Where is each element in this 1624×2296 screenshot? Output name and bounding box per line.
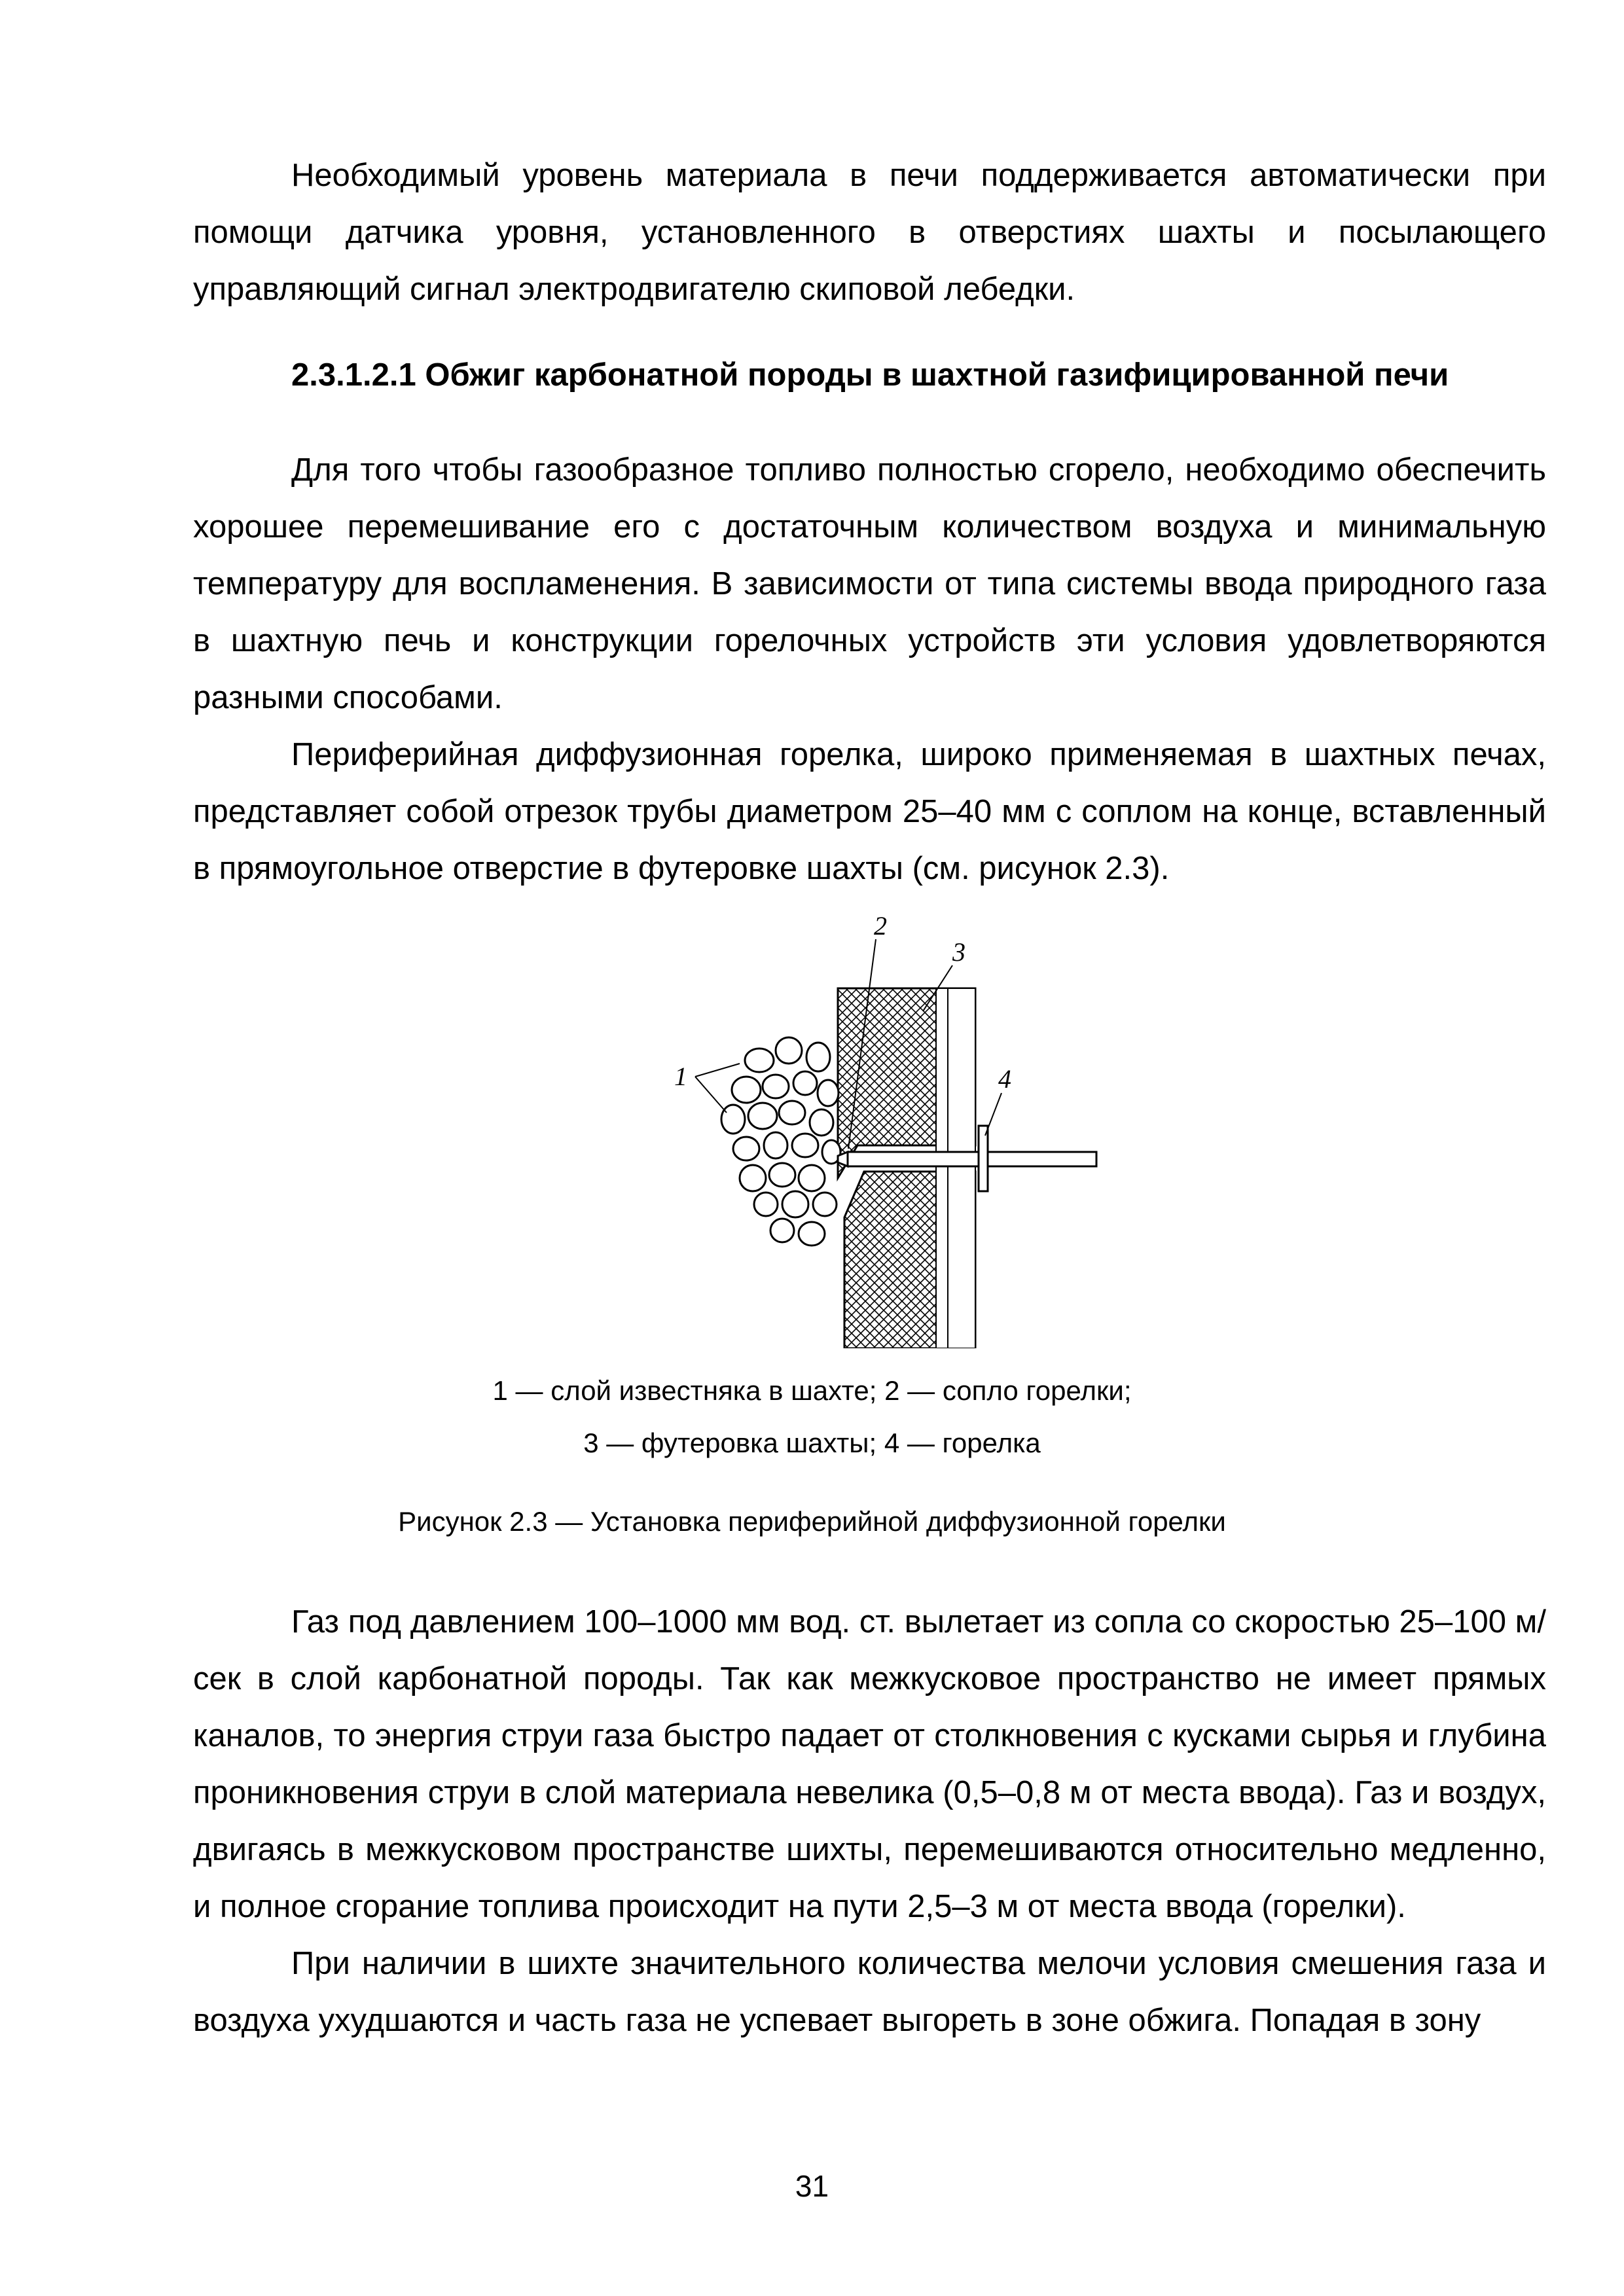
outer-shell xyxy=(936,988,975,1348)
figure-label-3: 3 xyxy=(952,937,965,967)
section-heading: 2.3.1.2.1 Обжиг карбонатной породы в шахтной газифицированной печи xyxy=(291,357,1449,393)
bottom-block xyxy=(193,1594,1546,2049)
figure-label-2: 2 xyxy=(874,916,887,941)
paragraph-level-sensor: Необходимый уровень материала в печи поддерживается автоматически при помощи датчика уровня, установленного в отверстиях шахты и посылающего управляющий сигнал электродвигателю скиповой лебедки. xyxy=(193,158,1546,307)
mid-block xyxy=(193,442,1546,897)
paragraph-diffusion-burner: Периферийная диффузионная горелка, широко применяемая в шахтных печах, представляет собой отрезок трубы диаметром 25–40 мм с соплом на конце, вставленный в прямоугольное отверстие в футеровке шахты (см. рисунок 2.3). xyxy=(193,737,1546,886)
burner-figure xyxy=(655,916,1100,1348)
burner-pipe xyxy=(848,1152,1096,1166)
paragraph-gas-combustion: Для того чтобы газообразное топливо полностью сгорело, необходимо обеспечить хорошее перемешивание его с достаточным количеством воздуха и минимальную температуру для воспламенения. В зависимости от типа системы ввода природного газа в шахтную печь и конструкции горелочных устройств эти условия удовлетворяются разными способами. xyxy=(193,452,1546,715)
figure-label-4: 4 xyxy=(998,1064,1011,1094)
figure-label-1: 1 xyxy=(674,1062,687,1091)
intro-block xyxy=(193,147,1546,318)
page-number: 31 xyxy=(795,2169,829,2203)
burner-diagram xyxy=(655,916,1100,1348)
section-heading-block xyxy=(193,347,1546,404)
limestone-layer xyxy=(721,1037,840,1246)
paragraph-fines: При наличии в шихте значительного количества мелочи условия смешения газа и воздуха ухудшаются и часть газа не успевает выгореть в зоне обжига. Попадая в зону xyxy=(193,1946,1546,2038)
figure-legend-line-1: 1 — слой известняка в шахте; 2 — сопло горелки; xyxy=(492,1375,1132,1406)
figure-legend-line-2: 3 — футеровка шахты; 4 — горелка xyxy=(583,1427,1041,1458)
figure-caption: Рисунок 2.3 — Установка периферийной диффузионной горелки xyxy=(398,1506,1226,1537)
burner-flange xyxy=(979,1126,988,1191)
paragraph-gas-pressure: Газ под давлением 100–1000 мм вод. ст. вылетает из сопла со скоростью 25–100 м/сек в слой карбонатной породы. Так как межкусковое пространство не имеет прямых каналов, то энергия струи газа быстро падает от столкновения с кусками сырья и глубина проникновения струи в слой материала невелика (0,5–0,8 м от места ввода). Газ и воздух, двигаясь в межкусковом пространстве шихты, перемешиваются относительно медленно, и полное сгорание топлива происходит на пути 2,5–3 м от места ввода (горелки). xyxy=(193,1604,1546,1924)
